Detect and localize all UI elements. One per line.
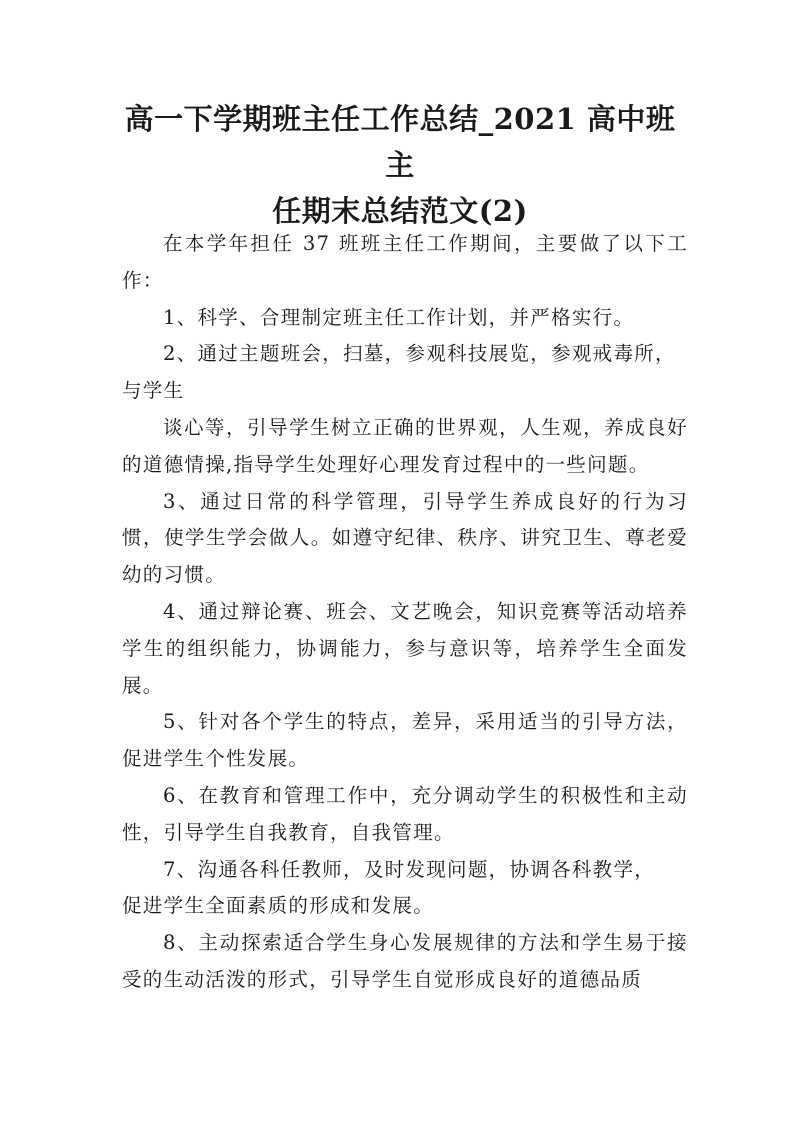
paragraph-item-8: 8、主动探索适合学生身心发展规律的方法和学生易于接受的生动活泼的形式，引导学生自觉形成良好的道德品质: [122, 931, 688, 991]
paragraph-item-7: 7、沟通各科任教师，及时发现问题，协调各科教学，: [162, 857, 656, 881]
paragraph-item-5: 5、针对各个学生的特点，差异，采用适当的引导方法，促进学生个性发展。: [122, 710, 688, 771]
paragraph-item-2-detail: 谈心等，引导学生树立正确的世界观，人生观，养成良好的道德情操,指导学生处理好心理发育过程中的一些问题。: [122, 415, 688, 476]
paragraph-item-7-continued: 促进学生全面素质的形成和发展。: [122, 894, 435, 918]
document-body: [122, 226, 688, 999]
paragraph-item-1: 1、科学、合理制定班主任工作计划，并严格实行。: [162, 305, 635, 329]
title-line-2: 任期末总结范文(2): [272, 194, 528, 228]
paragraph-item-4: 4、通过辩论赛、班会、文艺晚会，知识竞赛等活动培养学生的组织能力，协调能力，参与意识等，培养学生全面发展。: [122, 599, 688, 697]
paragraph-item-3: 3、通过日常的科学管理，引导学生养成良好的行为习惯，使学生学会做人。如遵守纪律、秩序、讲究卫生、尊老爱幼的习惯。: [122, 489, 688, 587]
paragraph-item-2: 2、通过主题班会，扫墓，参观科技展览，参观戒毒所，: [162, 342, 676, 366]
paragraph-item-2-continued: 与学生: [122, 379, 185, 403]
paragraph-intro: 在本学年担任 37 班班主任工作期间，主要做了以下工作：: [122, 232, 688, 292]
paragraph-item-6: 6、在教育和管理工作中，充分调动学生的积极性和主动性，引导学生自我教育，自我管理。: [122, 783, 688, 844]
document-title: [110, 96, 690, 234]
title-line-1: 高一下学期班主任工作总结_2021 高中班主: [124, 102, 676, 182]
